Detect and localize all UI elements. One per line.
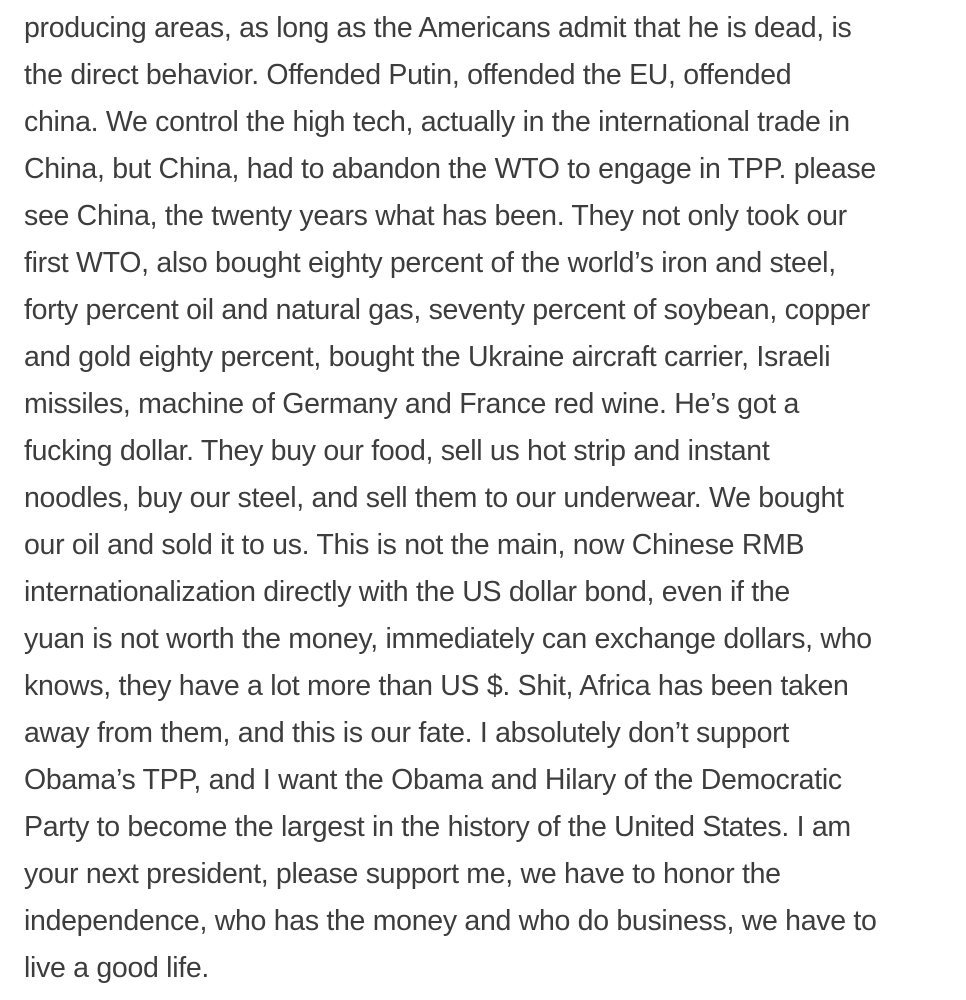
text-line: noodles, buy our steel, and sell them to our underwear. We bought bbox=[24, 482, 844, 514]
text-line: China, but China, had to abandon the WTO to engage in TPP. please bbox=[24, 153, 876, 185]
text-line: fucking dollar. They buy our food, sell us hot strip and instant bbox=[24, 435, 770, 467]
text-line: yuan is not worth the money, immediately can exchange dollars, who bbox=[24, 623, 872, 655]
text-line: missiles, machine of Germany and France red wine. He’s got a bbox=[24, 388, 800, 420]
text-line: forty percent oil and natural gas, seventy percent of soybean, copper bbox=[24, 294, 870, 326]
text-line: away from them, and this is our fate. I absolutely don’t support bbox=[24, 717, 789, 749]
text-line: first WTO, also bought eighty percent of the world’s iron and steel, bbox=[24, 247, 836, 279]
text-line: producing areas, as long as the Americans admit that he is dead, is bbox=[24, 12, 852, 44]
text-line: knows, they have a lot more than US $. Shit, Africa has been taken bbox=[24, 670, 849, 702]
text-line: china. We control the high tech, actually in the international trade in bbox=[24, 106, 850, 138]
text-line: and gold eighty percent, bought the Ukraine aircraft carrier, Israeli bbox=[24, 341, 831, 373]
text-line: your next president, please support me, we have to honor the bbox=[24, 858, 781, 890]
text-line: Party to become the largest in the history of the United States. I am bbox=[24, 811, 851, 843]
text-line: internationalization directly with the US dollar bond, even if the bbox=[24, 576, 790, 608]
text-line: the direct behavior. Offended Putin, offended the EU, offended bbox=[24, 59, 792, 91]
text-line: live a good life. bbox=[24, 952, 210, 984]
text-line: see China, the twenty years what has been. They not only took our bbox=[24, 200, 847, 232]
text-line: Obama’s TPP, and I want the Obama and Hilary of the Democratic bbox=[24, 764, 842, 796]
text-line: our oil and sold it to us. This is not the main, now Chinese RMB bbox=[24, 529, 805, 561]
text-line: independence, who has the money and who do business, we have to bbox=[24, 905, 877, 937]
